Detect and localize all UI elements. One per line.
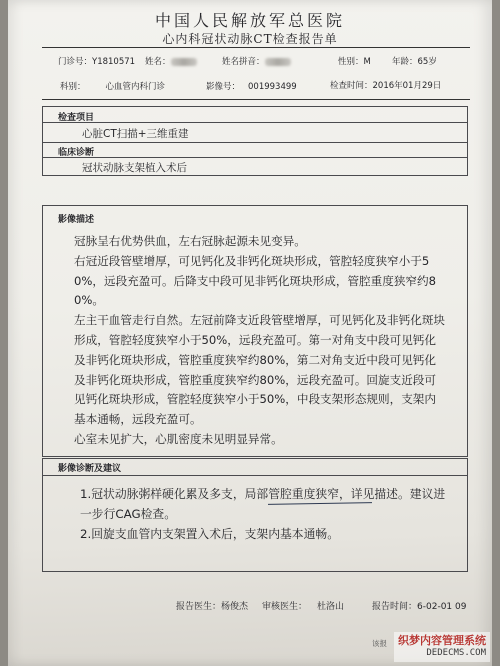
imaging-title: 影像描述 — [58, 215, 95, 225]
imaging-description: 冠脉呈右优势供血，左右冠脉起源未见变异。 右冠近段管壁增厚，可见钙化及非钙化斑块形成，管腔轻度狭窄小于50%，远段充盈可。后降支中段可见非钙化斑块形成，管腔重度狭窄约80%。 左主干血管走行自然。左冠前降支近段管壁增厚，可见钙化及非钙化斑块形成，管腔轻度狭窄小于50%，远段充盈可。第一对角支中段可见钙化及非钙化斑块形成，管腔重度狭窄约80%，第二对角支近中段可见钙化及非钙化斑块形成，管腔重度狭窄约80%，远段充盈可。回旋支近段可见钙化斑块形成，管腔轻度狭窄小于50%，中段支架形态规则，支架内基本通畅，远段充盈可。 心室未见扩大，心肌密度未见明显异常。 — [74, 234, 446, 446]
reporting-doctor: 报告医生：杨俊杰 — [176, 602, 249, 612]
clinical-title-divider — [42, 157, 468, 158]
header-divider — [42, 47, 470, 48]
conclusion-title: 影像诊断及建议 — [58, 464, 122, 474]
clinic-number: 门诊号：Y1810571 — [58, 57, 136, 67]
patient-sex: 性别：M — [338, 57, 371, 67]
exam-time: 检查时间：2016年01月29日 — [330, 81, 442, 91]
redacted-name — [171, 58, 197, 66]
conclusion-title-divider — [42, 475, 468, 476]
report-title: 心内科冠状动脉CT检查报告单 — [162, 32, 338, 46]
department: 科别： 心血管内科门诊 — [60, 82, 166, 92]
exam-item: 心脏CT扫描+三维重建 — [82, 128, 189, 140]
redacted-pinyin — [265, 58, 291, 66]
hospital-name: 中国人民解放军总医院 — [154, 11, 345, 30]
patient-age: 年龄：65岁 — [392, 57, 437, 67]
patient-name: 姓名： — [145, 55, 197, 67]
site-watermark: 织梦内容管理系统 DEDECMS.COM — [394, 632, 490, 662]
reviewing-doctor: 审核医生： 杜洛山 — [262, 602, 345, 612]
footer-note: 该报 — [372, 639, 387, 648]
exam-item-title: 检查项目 — [58, 113, 95, 123]
report-time: 报告时间：6-02-01 09 — [372, 602, 467, 612]
info-divider — [42, 99, 470, 100]
clinical-diagnosis-title: 临床诊断 — [58, 148, 95, 158]
clinical-divider — [42, 142, 468, 143]
image-number: 影像号： 001993499 — [206, 82, 297, 92]
patient-pinyin: 姓名拼音： — [222, 55, 291, 67]
conclusion-text: 1.冠状动脉粥样硬化累及多支，局部管腔重度狭窄，详见描述。建议进一步行CAG检查。 2.回旋支血管内支架置入术后，支架内基本通畅。 — [80, 487, 446, 541]
exam-title-divider — [42, 122, 468, 123]
clinical-diagnosis: 冠状动脉支架植入术后 — [82, 162, 187, 174]
